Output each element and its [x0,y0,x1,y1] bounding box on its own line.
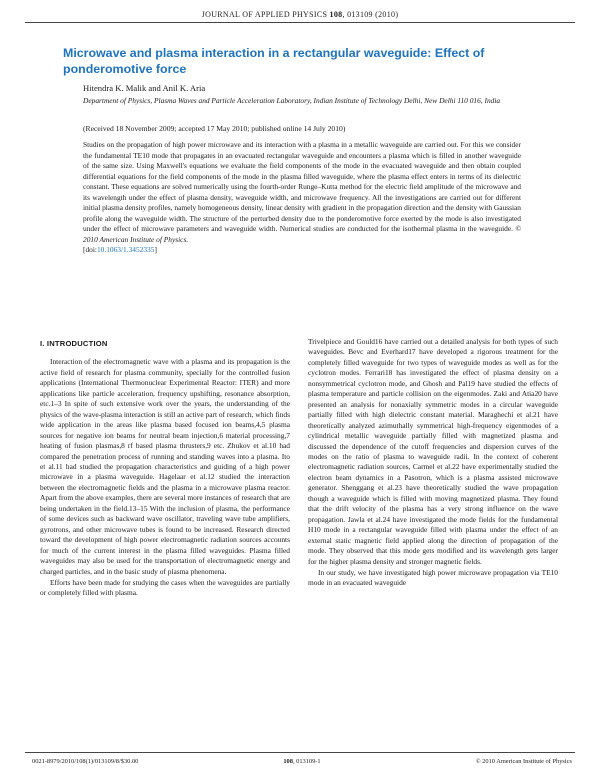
header-rule [25,22,575,23]
received-dates: (Received 18 November 2009; accepted 17 May 2010; published online 14 July 2010) [83,124,346,133]
footer-page-number: , 013109-1 [292,758,321,765]
intro-paragraph-4: In our study, we have investigated high power microwave propagation via TE10 mode in an evacuated waveguide [308,567,558,588]
left-column [40,339,290,599]
footer-copyright: © 2010 American Institute of Physics [475,758,572,765]
footer-volume: 108 [283,758,293,765]
doi-suffix: ] [154,245,157,255]
doi-link[interactable]: 10.1063/1.3452335 [96,245,155,255]
abstract-text: Studies on the propagation of high power microwave and its interaction with a plasma in a metallic waveguide are carried out. For this we consider the fundamental TE10 mode that propagates in an evacuated rectangular waveguide and encounters a plasma which is filled in another waveguide of the same size. Using Maxwell's equations we evaluate the field components of the mode in the evacuated waveguide and then obtain coupled differential equations for the field components of the mode in the plasma filled waveguide, where the plasma effect enters in terms of its dielectric constant. These equations are solved numerically using the fourth-order Runge–Kutta method for the electric field amplitude of the microwave and its wavelength under the effect of plasma density, waveguide width, and microwave frequency. All the investigations are carried out for different initial plasma density profiles, namely homogeneous density, linear density with gradient in the propagation direction and the density with Gaussian profile along the waveguide width. The structure of the perturbed density due to the ponderomotive force exerted by the mode is also investigated under the effect of microwave parameters and waveguide width. Numerical studies are conducted for the isothermal plasma in the waveguide. [83,140,521,234]
journal-volume: 108 [329,10,343,19]
intro-paragraph-1: Interaction of the electromagnetic wave with a plasma and its propagation is the active field of research for plasma community, specially for the controlled fusion applications (International Thermonuclear Experimental Reactor: ITER) and more applications like particle acceleration, frequency upshifting, resonance absorption, etc.1–3 In spite of such extensive work over the years, the understanding of the physics of the wave-plasma interaction is still an active part of research, which finds wide application in the areas like plasma based focused ion beams,4,5 plasma sources for negative ion beams for neutral beam injection,6 material processing,7 heating of fusion plasmas,8 rf based plasma thrusters,9 etc. Zhukov et al.10 had compared the penetration process of running and standing waves into a plasma. Ito et al.11 had studied the propagation characteristics and guiding of a high power microwave in a plasma waveguide. Hagelaar et al.12 studied the interaction between the electromagnetic fields and the plasma in a microwave plasma reactor. Apart from the above examples, there are several more instances of research that are being undertaken in the field.13–15 With the inclusion of plasma, the performance of some devices such as backward wave oscillator, traveling wave tube amplifiers, gyrotrons, and other microwave tubes is found to be increased. Research directed toward the development of high power electromagnetic radiation sources accounts for much of the current interest in the plasma filled waveguides. Plasma filled waveguides may also be used for the transportation of electromagnetic energy and charged particles, and in the basic study of plasma phenomena. [40,357,290,576]
article-number: 013109 (2010) [347,10,399,19]
right-column [308,337,558,589]
abstract [83,140,521,256]
doi-line [83,245,521,256]
footer-rule [25,752,575,753]
affiliation: Department of Physics, Plasma Waves and Particle Acceleration Laboratory, Indian Institute of Technology Delhi, New Delhi 110 016, India [83,96,501,105]
intro-paragraph-3: Trivelpiece and Gould16 have carried out a detailed analysis for both types of such waveguides. Bevc and Everhard17 have developed a rigorous treatment for the completely filled waveguide for two types of waveguide modes as well as for the cyclotron modes. Ferrari18 has investigated the effect of plasma density on a nonsymmetrical cyclotron mode, and Ghosh and Pal19 have studied the effects of plasma temperature and particle collision on the eigenmodes. Zaki and Atia20 have presented an analysis for nonaxially symmetric modes in a circular waveguide partially filled with high dielectric constant material. Maraghechi et al.21 have theoretically analyzed azimuthally symmetrical high-frequency eigenmodes of a cylindrical metallic waveguide partially filled with magnetized plasma and discussed the dependence of the cutoff frequencies and dispersion curves of the modes on the ratio of plasma to waveguide radii. In the context of coherent electromagnetic radiation sources, Carmel et al.22 have experimentally studied the electron beam dynamics in a Pasotron, which is a plasma assisted microwave generator. Shenggang et al.23 have theoretically studied the wave propagation though a waveguide which is filled with moving magnetized plasma. They found that the drift velocity of the plasma has a very strong influence on the wave propagation. Jawla et al.24 have investigated the mode fields for the fundamental H10 mode in a rectangular waveguide filled with plasma under the effect of an external static magnetic field applied along the direction of propagation of the mode. They observed that this mode gets modified and its wavelength gets larger for the higher plasma density and stronger magnetic fields. [308,337,558,566]
footer-issn: 0021-8979/2010/108(1)/013109/8/$30.00 [32,758,139,765]
doi-prefix: [doi: [83,245,97,255]
article-title: Microwave and plasma interaction in a rectangular waveguide: Effect of ponderomotive force [63,46,485,76]
running-head: JOURNAL OF APPLIED PHYSICS 108, 013109 (2010) [201,10,399,19]
journal-name: JOURNAL OF APPLIED PHYSICS [201,10,328,19]
intro-paragraph-2: Efforts have been made for studying the cases when the waveguides are partially or completely filled with plasma. [40,577,290,598]
author-list: Hitendra K. Malik and Anil K. Aria [83,83,206,93]
abstract-copyright: © 2010 American Institute of Physics. [83,224,521,244]
section-heading: I. INTRODUCTION [40,339,108,348]
